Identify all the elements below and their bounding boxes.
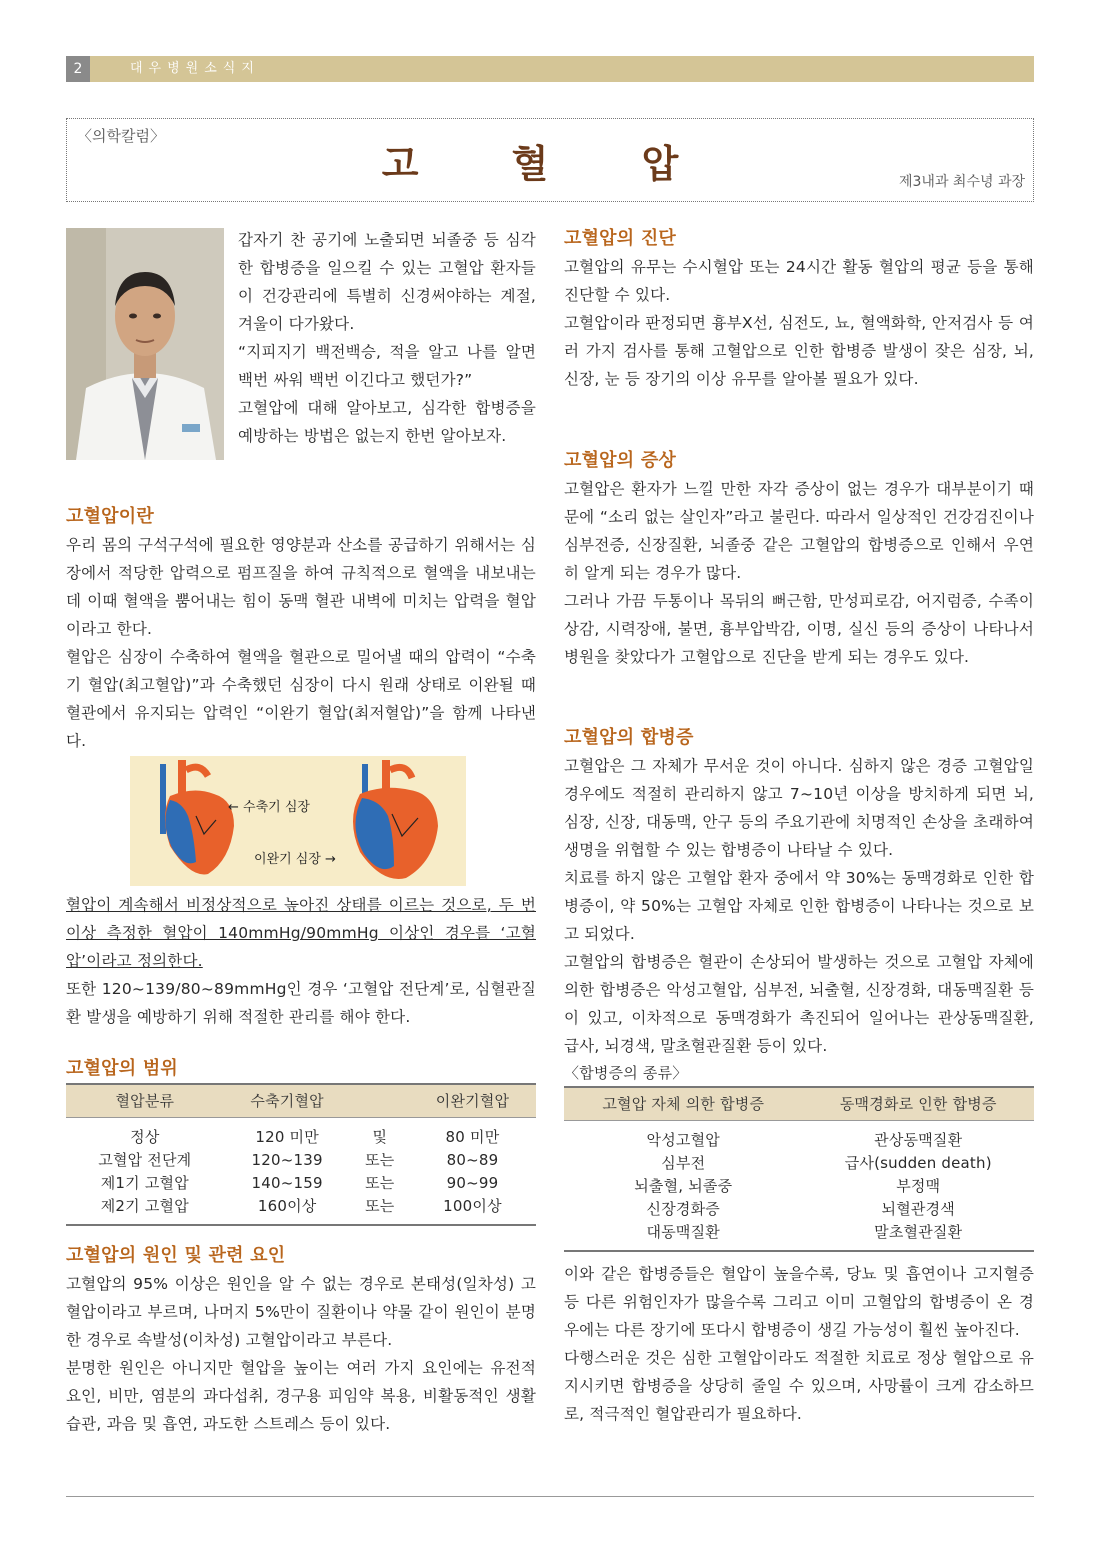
table-cell: 정상: [130, 1128, 160, 1146]
paragraph: 고혈압은 환자가 느낄 만한 자각 증상이 없는 경우가 대부분이기 때문에 “소리 없는 살인자”라고 불린다. 따라서 일상적인 건강검진이나 심부전증, 신장질환, 뇌졸중 같은 고혈압의 합병증으로 인해서 우연히 알게 되는 경우가 많다.: [564, 480, 1034, 582]
paragraph: 또한 120~139/80~89mmHg인 경우 ‘고혈압 전단계’로, 심혈관질환 발생을 예방하기 위해 적절한 관리를 해야 한다.: [66, 980, 536, 1026]
section-definition: [66, 503, 536, 755]
table-cell: 제2기 고혈압: [66, 1195, 224, 1225]
table-cell: 뇌혈관경색: [881, 1200, 955, 1218]
heart-figure: [130, 756, 466, 886]
column-header: 수축기혈압: [224, 1084, 351, 1118]
paragraph: 우리 몸의 구석구석에 필요한 영양분과 산소를 공급하기 위해서는 심장에서 적당한 압력으로 펌프질을 하여 규칙적으로 혈액을 내보내는데 이때 혈액을 뿜어내는 힘이 동맥 혈관 내벽에 미치는 압력을 혈압이라고 한다.: [66, 536, 536, 638]
magazine-title: 대우병원소식지: [130, 61, 260, 76]
table-row: [66, 1118, 536, 1150]
title-box: [66, 118, 1034, 202]
table-cell: 및: [372, 1128, 388, 1146]
table-cell: 160이상: [224, 1195, 351, 1225]
column-header: 이완기혈압: [409, 1084, 536, 1118]
table-cell: 고혈압 전단계: [98, 1151, 192, 1169]
section-complications: [564, 724, 1034, 1428]
table-cell: 또는: [351, 1195, 409, 1225]
author-byline: 제3내과 최수녕 과장: [899, 174, 1025, 190]
table-cell: 또는: [365, 1174, 395, 1192]
section-causes: [66, 1242, 536, 1438]
table-cell: 80 미만: [445, 1128, 500, 1146]
table-row: [564, 1221, 1034, 1251]
section-heading: 고혈압의 진단: [564, 228, 676, 249]
table-row: [66, 1195, 536, 1225]
table-cell: 급사(sudden death): [844, 1154, 992, 1172]
table-caption: 〈합병증의 종류〉: [564, 1064, 688, 1082]
intro-paragraph-1: 갑자기 찬 공기에 노출되면 뇌졸중 등 심각한 합병증을 일으킬 수 있는 고혈압 환자들이 건강관리에 특별히 신경써야하는 계절, 겨울이 다가왔다.: [238, 231, 536, 333]
intro-paragraph-2: “지피지기 백전백승, 적을 알고 나를 알면 백번 싸워 백번 이긴다고 했던가?”: [238, 343, 536, 389]
page-header: [66, 56, 1034, 82]
section-heading: 고혈압의 합병증: [564, 727, 694, 748]
table-header-row: [564, 1087, 1034, 1121]
complications-table: [564, 1086, 1034, 1252]
paragraph: 그러나 가끔 두통이나 목뒤의 뻐근함, 만성피로감, 어지럼증, 수족이상감, 시력장애, 불면, 흉부압박감, 이명, 실신 등의 증상이 나타나서 병원을 찾았다가 고혈압으로 진단을 받게 되는 경우도 있다.: [564, 592, 1034, 666]
table-cell: 120~139: [251, 1151, 323, 1169]
author-photo: [66, 228, 224, 460]
paragraph: 고혈압의 유무는 수시혈압 또는 24시간 활동 혈압의 평균 등을 통해 진단할 수 있다.: [564, 258, 1034, 304]
paragraph: 고혈압의 95% 이상은 원인을 알 수 없는 경우로 본태성(일차성) 고혈압이라고 부르며, 나머지 5%만이 질환이나 약물 같이 원인이 분명한 경우로 속발성(이차성) 고혈압이라고 부른다.: [66, 1275, 536, 1349]
table-cell: 120 미만: [255, 1128, 319, 1146]
table-cell: 대동맥질환: [564, 1221, 802, 1251]
bottom-rule: [66, 1496, 1034, 1497]
paragraph: 다행스러운 것은 심한 고혈압이라도 적절한 치료로 정상 혈압으로 유지시키면 합병증을 상당히 줄일 수 있으며, 사망률이 크게 감소하므로, 적극적인 혈압관리가 필요하다.: [564, 1349, 1034, 1423]
table-cell: 관상동맥질환: [874, 1131, 963, 1149]
section-heading: 고혈압의 증상: [564, 450, 676, 471]
diastolic-heart-icon: [353, 760, 438, 879]
bp-range-table: [66, 1083, 536, 1226]
systolic-heart-icon: [160, 760, 234, 874]
page-number: 2: [66, 56, 90, 82]
table-row: [564, 1152, 1034, 1175]
definition-underlined: 혈압이 계속해서 비정상적으로 높아진 상태를 이르는 것으로, 두 번 이상 측정한 혈압이 140mmHg/90mmHg 이상인 경우를 ‘고혈압’이라고 정의한다.: [66, 896, 536, 970]
section-diagnosis: [564, 225, 1034, 393]
article-title: 고 혈 압: [381, 142, 719, 186]
figure-label-diastolic: 이완기 심장 →: [254, 852, 336, 867]
column-header: 고혈압 자체 의한 합병증: [564, 1087, 802, 1121]
paragraph: 고혈압의 합병증은 혈관이 손상되어 발생하는 것으로 고혈압 자체에 의한 합병증은 악성고혈압, 심부전, 뇌출혈, 신장경화, 대동맥질환 등이 있고, 이차적으로 동맥경화가 촉진되어 일어나는 관상동맥질환, 급사, 뇌경색, 말초혈관질환 등이 있다.: [564, 953, 1034, 1055]
paragraph: 혈압은 심장이 수축하여 혈액을 혈관으로 밀어낼 때의 압력이 “수축기 혈압(최고혈압)”과 수축했던 심장이 다시 원래 상태로 이완될 때 혈관에서 유지되는 압력인 “이완기 혈압(최저혈압)”을 함께 나타낸다.: [66, 648, 536, 750]
table-header-row: [66, 1084, 536, 1118]
table-cell: 80~89: [446, 1151, 499, 1169]
table-cell: 신장경화증: [646, 1200, 720, 1218]
table-cell: 말초혈관질환: [802, 1221, 1034, 1251]
column-header: 동맥경화로 인한 합병증: [802, 1087, 1034, 1121]
intro-paragraph-3: 고혈압에 대해 알아보고, 심각한 합병증을 예방하는 방법은 없는지 한번 알아보자.: [238, 399, 536, 445]
section-heading: 고혈압의 원인 및 관련 요인: [66, 1245, 286, 1266]
column-header: 혈압분류: [66, 1084, 224, 1118]
paragraph: 이와 같은 합병증들은 혈압이 높을수록, 당뇨 및 흡연이나 고지혈증 등 다른 위험인자가 많을수록 그리고 이미 고혈압의 합병증이 온 경우에는 다른 장기에 또다시 합병증이 생길 가능성이 훨씬 높아진다.: [564, 1265, 1034, 1339]
table-cell: 제1기 고혈압: [100, 1174, 189, 1192]
table-row: [564, 1175, 1034, 1198]
table-cell: 뇌출혈, 뇌졸중: [634, 1177, 733, 1195]
column-category: 〈의학칼럼〉: [77, 127, 165, 145]
table-row: [66, 1172, 536, 1195]
table-cell: 악성고혈압: [646, 1131, 720, 1149]
section-range: [66, 1055, 536, 1226]
table-row: [564, 1198, 1034, 1221]
table-cell: 140~159: [251, 1174, 323, 1192]
table-cell: 부정맥: [896, 1177, 941, 1195]
figure-label-systolic: ← 수축기 심장: [228, 800, 310, 815]
column-header: [351, 1084, 409, 1118]
table-cell: 심부전: [661, 1154, 706, 1172]
paragraph: 고혈압이라 판정되면 흉부X선, 심전도, 뇨, 혈액화학, 안저검사 등 여러 가지 검사를 통해 고혈압으로 인한 합병증 발생이 잦은 심장, 뇌, 신장, 눈 등 장기의 이상 유무를 알아볼 필요가 있다.: [564, 314, 1034, 388]
paragraph: 고혈압은 그 자체가 무서운 것이 아니다. 심하지 않은 경증 고혈압일 경우에도 적절히 관리하지 않고 7~10년 이상을 방치하게 되면 뇌, 심장, 신장, 대동맥, 안구 등의 주요기관에 치명적인 손상을 초래하여 생명을 위협할 수 있는 합병증이 나타날 수 있다.: [564, 757, 1034, 859]
table-row: [66, 1149, 536, 1172]
table-cell: 90~99: [446, 1174, 499, 1192]
paragraph: 치료를 하지 않은 고혈압 환자 중에서 약 30%는 동맥경화로 인한 합병증이, 약 50%는 고혈압 자체로 인한 합병증이 나타나는 것으로 보고 되었다.: [564, 869, 1034, 943]
section-definition-cont: [66, 891, 536, 1031]
table-cell: 100이상: [409, 1195, 536, 1225]
section-symptoms: [564, 447, 1034, 671]
table-cell: 또는: [365, 1151, 395, 1169]
paragraph: 분명한 원인은 아니지만 혈압을 높이는 여러 가지 요인에는 유전적 요인, 비만, 염분의 과다섭취, 경구용 피임약 복용, 비활동적인 생활습관, 과음 및 흡연, 과도한 스트레스 등이 있다.: [66, 1359, 536, 1433]
intro-text: [238, 226, 536, 450]
table-row: [564, 1121, 1034, 1153]
section-heading: 고혈압의 범위: [66, 1058, 178, 1079]
section-heading: 고혈압이란: [66, 506, 154, 527]
